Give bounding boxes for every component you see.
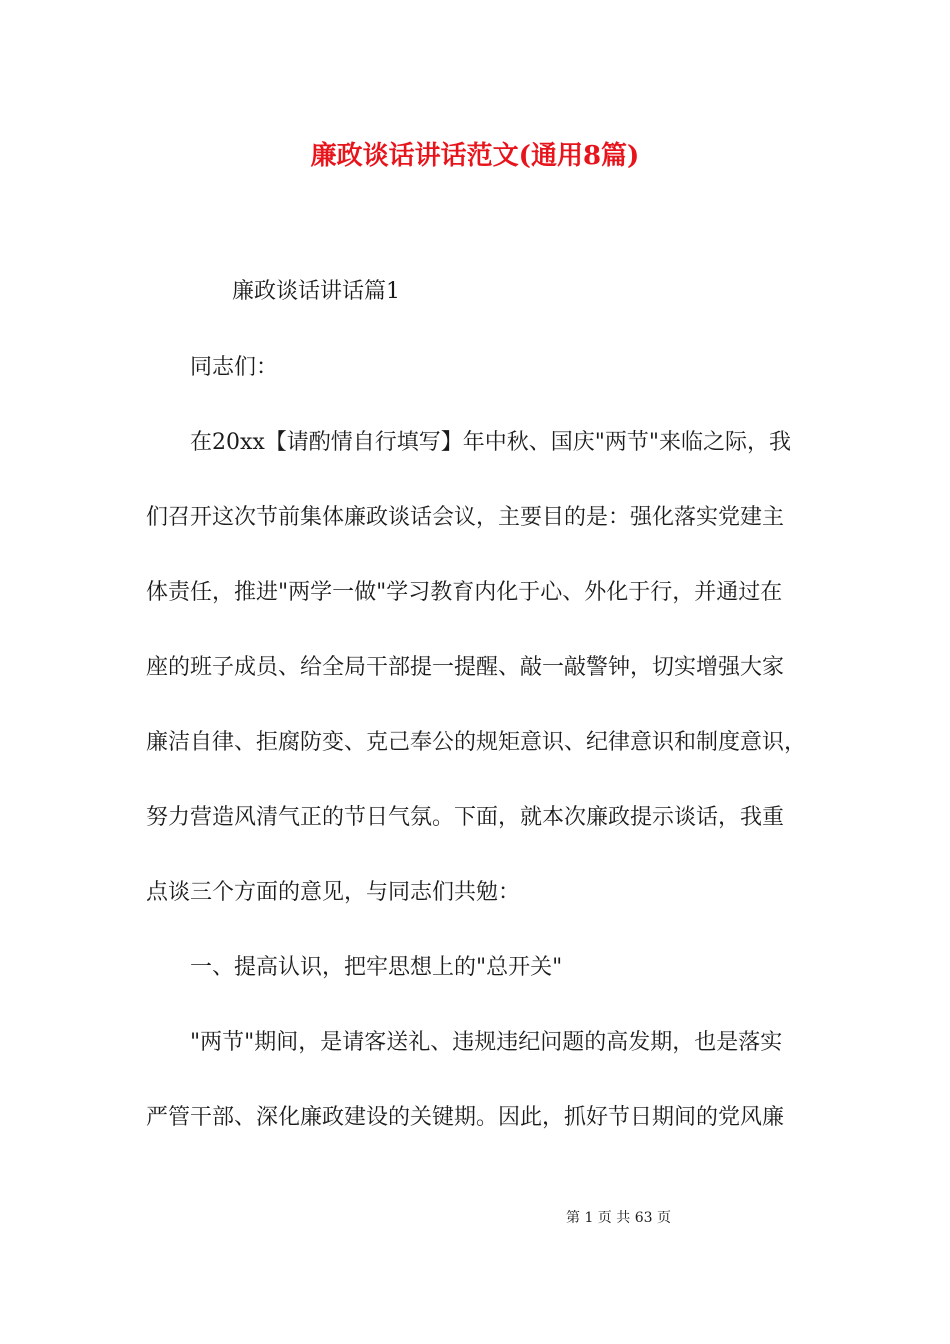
paragraph-line: 在20xx【请酌情自行填写】年中秋、国庆"两节"来临之际，我 (190, 430, 792, 455)
paragraph-line: 座的班子成员、给全局干部提一提醒、敲一敲警钟，切实增强大家 (146, 655, 785, 680)
paragraph-line: 点谈三个方面的意见，与同志们共勉： (146, 880, 521, 905)
page-footer: 第 1 页 共 63 页 (566, 1210, 671, 1226)
section-heading: 廉政谈话讲话篇1 (232, 279, 400, 304)
paragraph-line: 体责任，推进"两学一做"学习教育内化于心、外化于行，并通过在 (146, 580, 783, 605)
paragraph-line: 努力营造风清气正的节日气氛。下面，就本次廉政提示谈话，我重 (146, 805, 785, 830)
paragraph-1 (146, 405, 818, 930)
salutation: 同志们： (190, 355, 279, 380)
paragraph-2 (146, 1005, 818, 1155)
paragraph-line: "两节"期间，是请客送礼、违规违纪问题的高发期，也是落实 (190, 1030, 783, 1055)
document-title: 廉政谈话讲话范文(通用8篇) (310, 141, 640, 171)
paragraph-line: 廉洁自律、拒腐防变、克己奉公的规矩意识、纪律意识和制度意识， (146, 730, 807, 755)
paragraph-line: 严管干部、深化廉政建设的关键期。因此，抓好节日期间的党风廉 (146, 1105, 785, 1130)
paragraph-line: 们召开这次节前集体廉政谈话会议，主要目的是：强化落实党建主 (146, 505, 785, 530)
subheading-1: 一、提高认识，把牢思想上的"总开关" (190, 955, 563, 980)
